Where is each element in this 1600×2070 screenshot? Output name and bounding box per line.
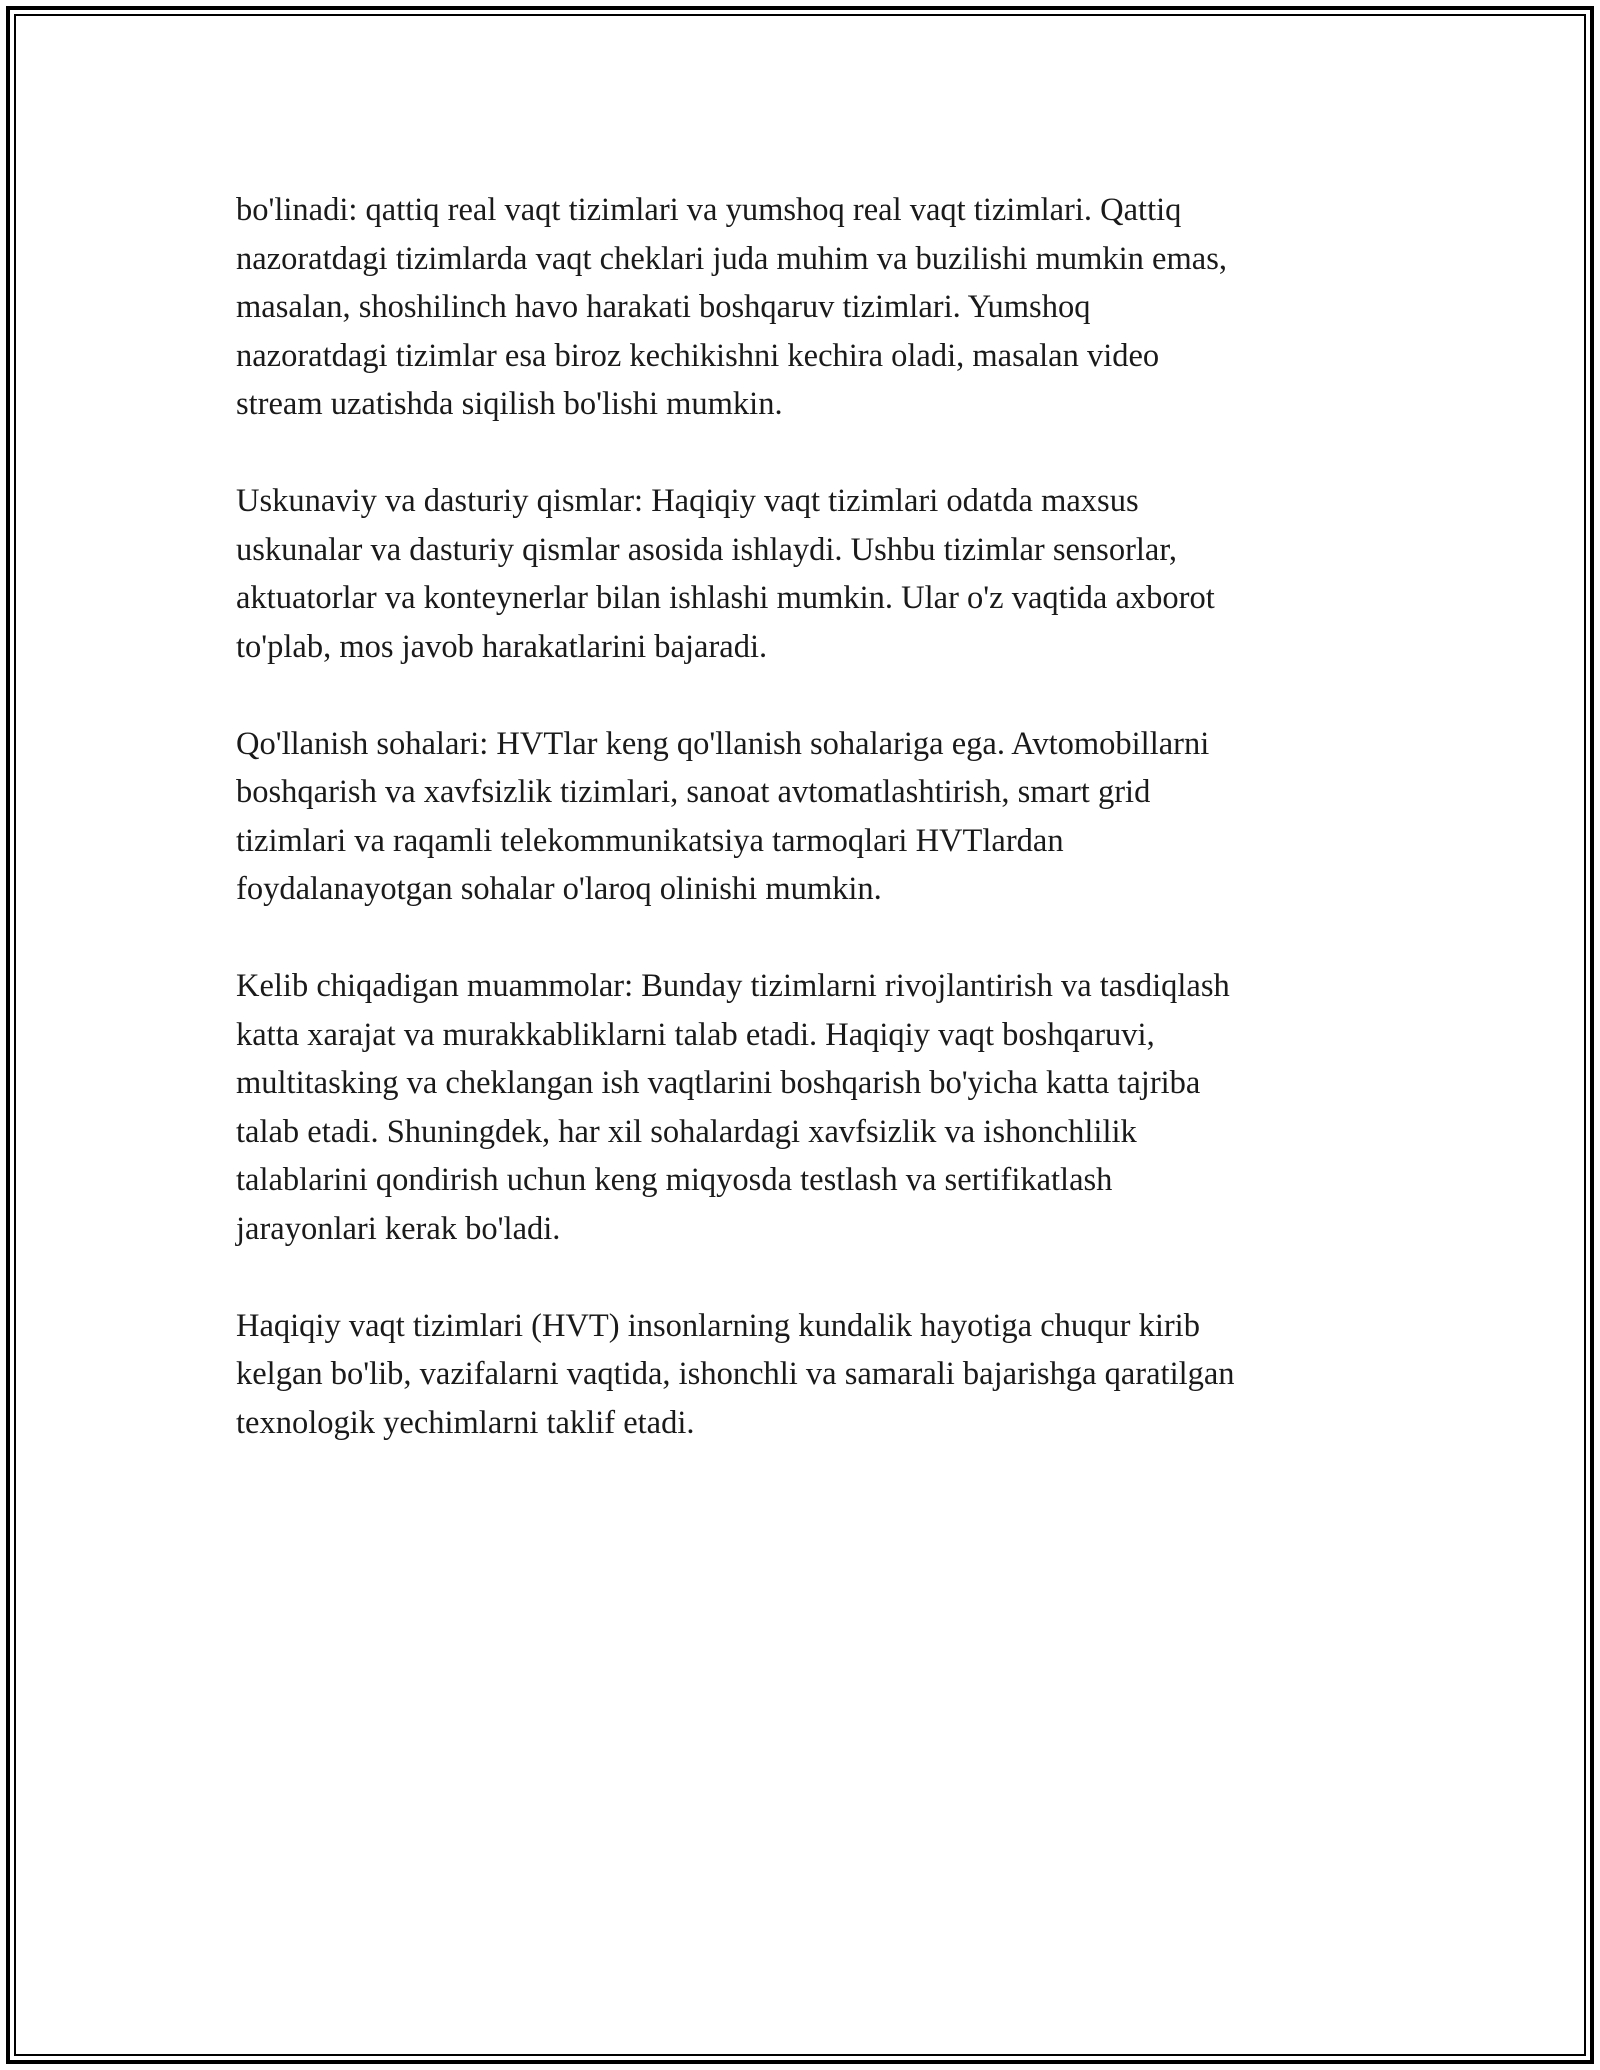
text-line: bo'linadi: qattiq real vaqt tizimlari va yumshoq real vaqt tizimlari. Qattiq xyxy=(236,192,1182,228)
text-line: foydalanayotgan sohalar o'laroq olinishi mumkin. xyxy=(236,871,882,907)
text-line: katta xarajat va murakkabliklarni talab etadi. Haqiqiy vaqt boshqaruvi, xyxy=(236,1016,1155,1053)
text-line: boshqarish va xavfsizlik tizimlari, sanoat avtomatlashtirish, smart grid xyxy=(236,774,1151,810)
text-line: tizimlari va raqamli telekommunikatsiya tarmoqlari HVTlardan xyxy=(236,822,1064,859)
text-line: nazoratdagi tizimlar esa biroz kechikishni kechira oladi, masalan video xyxy=(236,337,1160,374)
paragraph-application-areas xyxy=(236,720,1386,914)
text-line: talab etadi. Shuningdek, har xil sohalardagi xavfsizlik va ishonchlilik xyxy=(236,1113,1137,1150)
text-line: stream uzatishda siqilish bo'lishi mumkin. xyxy=(236,386,783,422)
text-line: uskunalar va dasturiy qismlar asosida ishlaydi. Ushbu tizimlar sensorlar, xyxy=(236,531,1178,568)
paragraph-conclusion xyxy=(236,1302,1386,1448)
text-line: jarayonlari kerak bo'ladi. xyxy=(236,1210,561,1247)
text-line: Uskunaviy va dasturiy qismlar: Haqiqiy vaqt tizimlari odatda maxsus xyxy=(236,483,1139,519)
text-line: aktuatorlar va konteynerlar bilan ishlashi mumkin. Ular o'z vaqtida axborot xyxy=(236,580,1215,616)
text-line: Qo'llanish sohalari: HVTlar keng qo'llanish sohalariga ega. Avtomobillarni xyxy=(236,725,1210,762)
text-line: texnologik yechimlarni taklif etadi. xyxy=(236,1404,695,1441)
paragraph-real-time-types xyxy=(236,186,1386,429)
text-line: nazoratdagi tizimlarda vaqt cheklari juda muhim va buzilishi mumkin emas, xyxy=(236,240,1227,277)
text-line: Kelib chiqadigan muammolar: Bunday tizimlarni rivojlantirish va tasdiqlash xyxy=(236,968,1230,1004)
text-line: multitasking va cheklangan ish vaqtlarini boshqarish bo'yicha katta tajriba xyxy=(236,1065,1201,1101)
document-body xyxy=(236,186,1386,1496)
text-line: to'plab, mos javob harakatlarini bajaradi. xyxy=(236,628,768,665)
text-line: masalan, shoshilinch havo harakati boshqaruv tizimlari. Yumshoq xyxy=(236,289,1091,325)
paragraph-challenges xyxy=(236,962,1386,1253)
text-line: kelgan bo'lib, vazifalarni vaqtida, ishonchli va samarali bajarishga qaratilgan xyxy=(236,1356,1235,1392)
text-line: talablarini qondirish uchun keng miqyosda testlash va sertifikatlash xyxy=(236,1162,1113,1198)
paragraph-hardware-software xyxy=(236,477,1386,671)
text-line: Haqiqiy vaqt tizimlari (HVT) insonlarning kundalik hayotiga chuqur kirib xyxy=(236,1307,1200,1344)
